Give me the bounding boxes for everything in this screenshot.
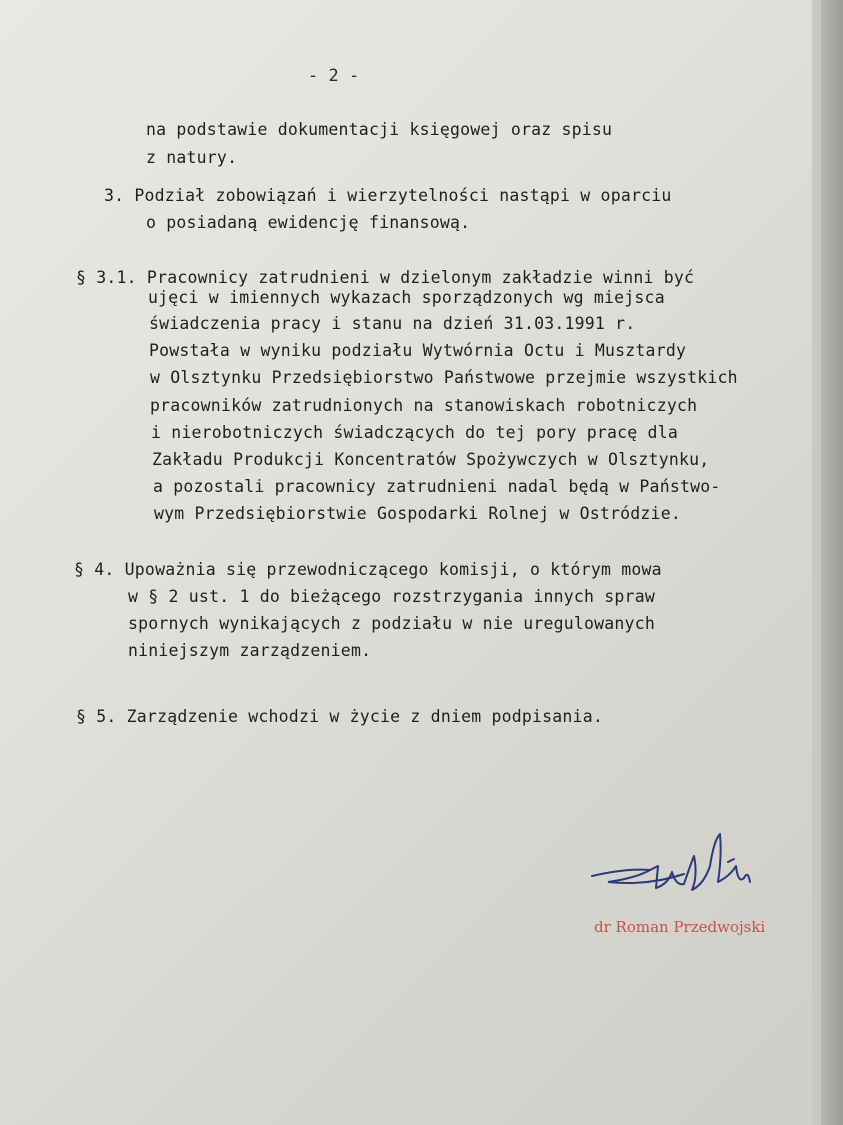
text-line: § 4. Upoważnia się przewodniczącego komisji, o którym mowa [74, 560, 662, 579]
text-line: § 5. Zarządzenie wchodzi w życie z dniem podpisania. [76, 707, 603, 726]
text-line: na podstawie dokumentacji księgowej oraz spisu [146, 120, 613, 139]
text-line: Powstała w wyniku podziału Wytwórnia Octu i Musztardy [149, 341, 687, 360]
text-line: w § 2 ust. 1 do bieżącego rozstrzygania innych spraw [128, 587, 655, 606]
stacked-paper-edge [812, 0, 821, 1125]
text-line: § 3.1. Pracownicy zatrudnieni w dzielonym zakładzie winni być [76, 268, 695, 287]
text-line: spornych wynikających z podziału w nie uregulowanych [128, 614, 655, 633]
text-line: świadczenia pracy i stanu na dzień 31.03.1991 r. [149, 314, 636, 333]
text-line: pracowników zatrudnionych na stanowiskach robotniczych [150, 396, 698, 415]
text-line: a pozostali pracownicy zatrudnieni nadal będą w Państwo- [153, 477, 721, 496]
text-line: i nierobotniczych świadczących do tej pory pracę dla [151, 423, 678, 442]
text-line: ujęci w imiennych wykazach sporządzonych wg miejsca [148, 288, 665, 307]
page-number: - 2 - [308, 66, 360, 86]
text-line: o posiadaną ewidencję finansową. [146, 213, 471, 232]
text-line: niniejszym zarządzeniem. [128, 641, 372, 660]
text-line: Zakładu Produkcji Koncentratów Spożywczych w Olsztynku, [152, 450, 710, 469]
text-line: wym Przedsiębiorstwie Gospodarki Rolnej w Ostródzie. [154, 504, 681, 523]
stacked-paper-edge-dark [821, 0, 843, 1125]
text-line: w Olsztynku Przedsiębiorstwo Państwowe przejmie wszystkich [150, 368, 738, 387]
signature-name-stamp: dr Roman Przedwojski [594, 918, 766, 936]
handwritten-signature [588, 826, 778, 906]
text-line: 3. Podział zobowiązań i wierzytelności nastąpi w oparciu [104, 186, 672, 205]
text-line: z natury. [146, 148, 238, 167]
